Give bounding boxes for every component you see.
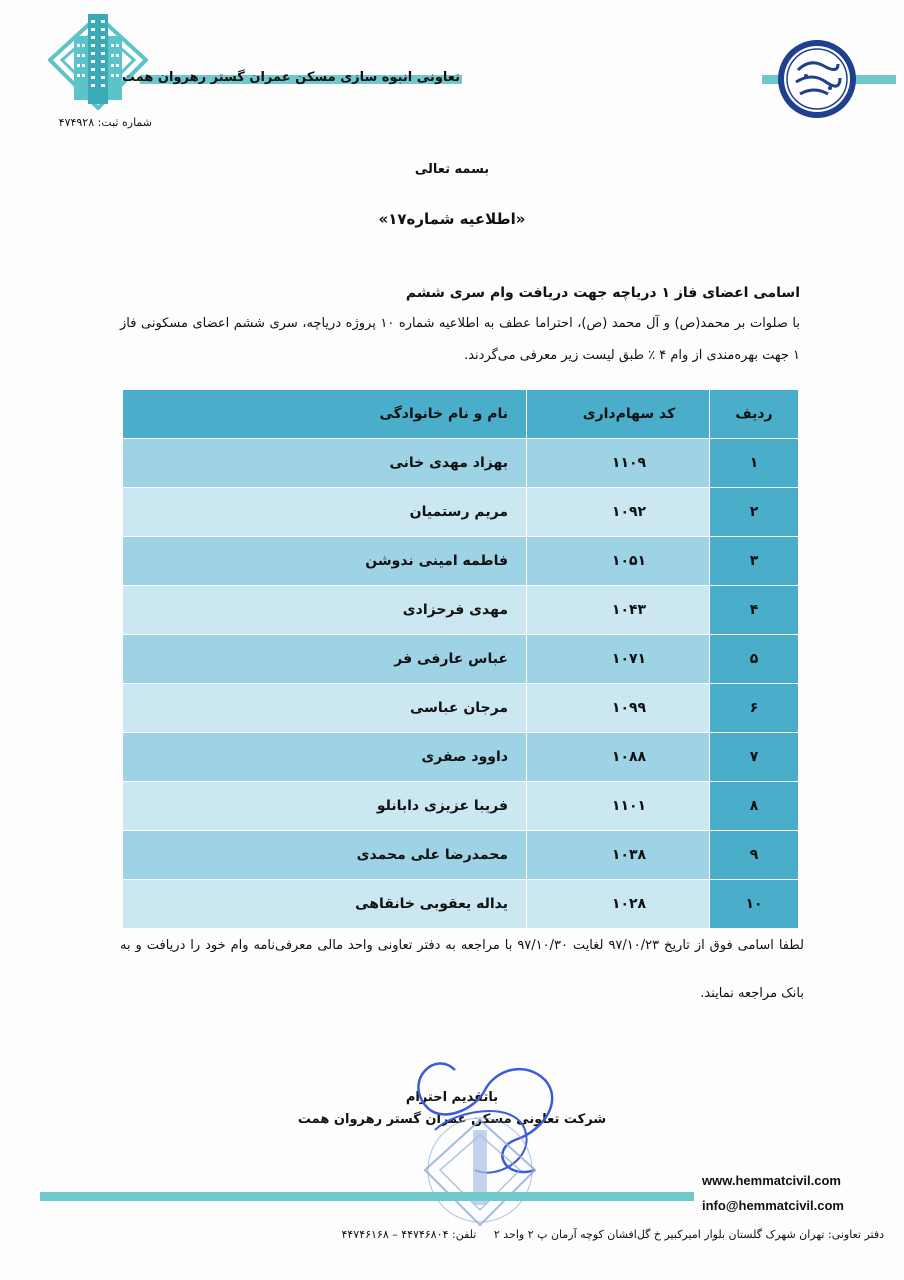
intro-section <box>120 278 800 372</box>
header-row-number: ردیف <box>710 390 799 439</box>
signing-company: شرکت تعاونی مسکن عمران گستر رهروان همت <box>297 1112 607 1127</box>
table-row <box>123 488 799 537</box>
notice-title: «اطلاعیه شماره۱۷» <box>378 210 526 228</box>
row-number: ۱ <box>710 439 799 488</box>
members-table <box>122 390 798 929</box>
regards-line: باتقدیم احترام <box>405 1090 499 1105</box>
member-name: فریبا عزیزی دابانلو <box>123 782 527 831</box>
row-number: ۴ <box>710 586 799 635</box>
member-name: مریم رستمیان <box>123 488 527 537</box>
member-name: بهزاد مهدی خانی <box>123 439 527 488</box>
row-number: ۵ <box>710 635 799 684</box>
building-logo-icon <box>48 14 148 110</box>
member-name: مهدی فرحزادی <box>123 586 527 635</box>
registration-number: شماره ثبت: ۴۷۴۹۲۸ <box>58 116 152 129</box>
footer-contact <box>230 1228 884 1241</box>
header-line-gap <box>462 75 762 84</box>
row-number: ۹ <box>710 831 799 880</box>
intro-paragraph: با صلوات بر محمد(ص) و آل محمد (ص)، احتراما عطف به اطلاعیه شماره ۱۰ پروژه دریاچه، سری ششم اعضای مسکونی فاز ۱ جهت بهره‌مندی از وام ۴ ٪ طبق لیست زیر معرفی می‌گردند. <box>120 316 800 363</box>
row-number: ۳ <box>710 537 799 586</box>
table-row <box>123 684 799 733</box>
phone-numbers: تلفن: ۴۴۷۴۶۸۰۴ – ۴۴۷۴۶۱۶۸ <box>341 1228 477 1241</box>
row-number: ۲ <box>710 488 799 537</box>
share-code: ۱۰۷۱ <box>527 635 710 684</box>
share-code: ۱۰۳۸ <box>527 831 710 880</box>
company-name: تعاونی انبوه سازی مسکن عمران گستر رهروان همت <box>121 70 460 85</box>
member-name: فاطمه امینی ندوشن <box>123 537 527 586</box>
table-row <box>123 586 799 635</box>
table-row <box>123 635 799 684</box>
basmala: بسمه تعالی <box>414 162 490 177</box>
share-code: ۱۰۵۱ <box>527 537 710 586</box>
member-name: داوود صفری <box>123 733 527 782</box>
company-stamp-icon <box>395 1050 565 1250</box>
share-code: ۱۱۰۱ <box>527 782 710 831</box>
share-code: ۱۰۹۹ <box>527 684 710 733</box>
table-row <box>123 831 799 880</box>
member-name: مرجان عباسی <box>123 684 527 733</box>
table-row <box>123 733 799 782</box>
calligraphy-seal-icon <box>776 38 858 120</box>
table-header-row <box>123 390 799 439</box>
row-number: ۱۰ <box>710 880 799 929</box>
share-code: ۱۰۹۲ <box>527 488 710 537</box>
intro-heading: اسامی اعضای فاز ۱ دریاچه جهت دریافت وام سری ششم <box>405 285 800 301</box>
row-number: ۸ <box>710 782 799 831</box>
closing-paragraph: لطفا اسامی فوق از تاریخ ۹۷/۱۰/۲۳ لغایت ۹۷/۱۰/۳۰ با مراجعه به دفتر تعاونی واحد مالی معرفی‌نامه وام خود را دریافت و به بانک مراجعه نمایند. <box>120 938 805 1001</box>
member-name: عباس عارفی فر <box>123 635 527 684</box>
header-share-code: کد سهام‌داری <box>527 390 710 439</box>
table-row <box>123 537 799 586</box>
row-number: ۶ <box>710 684 799 733</box>
table-row <box>123 439 799 488</box>
office-address: دفتر تعاونی: تهران شهرک گلستان بلوار امیرکبیر خ گل‌افشان کوچه آرمان پ ۲ واحد ۲ <box>493 1228 884 1241</box>
row-number: ۷ <box>710 733 799 782</box>
table-row <box>123 782 799 831</box>
member-name: محمدرضا علی محمدی <box>123 831 527 880</box>
email-link[interactable]: info@hemmatcivil.com <box>702 1198 844 1213</box>
share-code: ۱۱۰۹ <box>527 439 710 488</box>
member-name: یداله یعقوبی خانقاهی <box>123 880 527 929</box>
share-code: ۱۰۲۸ <box>527 880 710 929</box>
share-code: ۱۰۸۸ <box>527 733 710 782</box>
website-link[interactable]: www.hemmatcivil.com <box>702 1173 841 1188</box>
share-code: ۱۰۴۳ <box>527 586 710 635</box>
footer-accent-line <box>40 1192 694 1201</box>
header-full-name: نام و نام خانوادگی <box>123 390 527 439</box>
